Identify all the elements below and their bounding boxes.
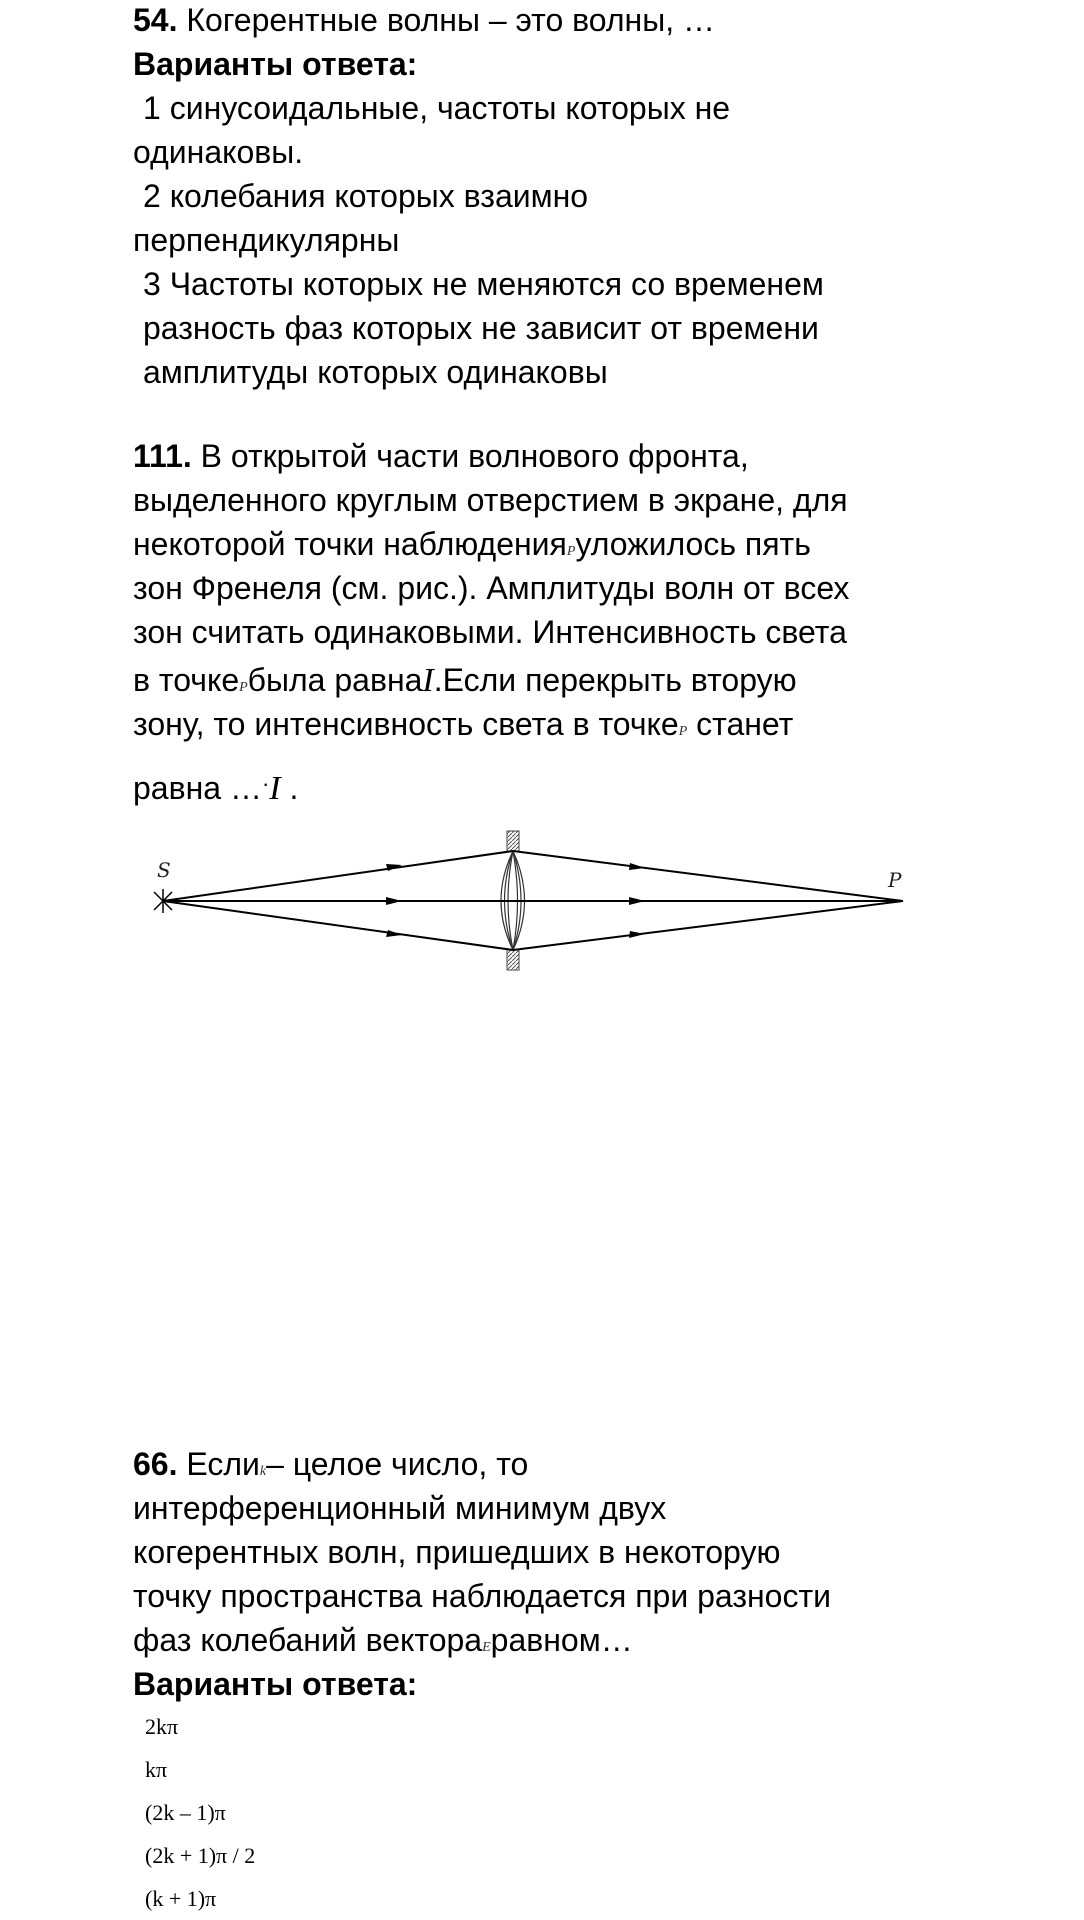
q54-option-1-line1: 1 синусоидальные, частоты которых не <box>143 90 731 126</box>
q111-line5: зон считать одинаковыми. Интенсивность света <box>133 614 847 650</box>
q66-option-4: (2k + 1)π / 2 <box>145 1843 256 1868</box>
q54-option-3-line3: амплитуды которых одинаковы <box>143 354 608 390</box>
var-i: I <box>269 770 281 807</box>
q66-number: 66. <box>133 1446 178 1482</box>
q111-text6b: была равна <box>247 662 423 698</box>
q54-text: Когерентные волны – это волны, … <box>177 2 715 38</box>
q66-line5 <box>133 1620 633 1668</box>
q111-line6 <box>133 660 797 708</box>
q66-text5b: равном… <box>490 1622 633 1658</box>
rays <box>163 851 903 950</box>
q54-answers-heading: Варианты ответа: <box>133 46 418 82</box>
q111-text8a: равна … <box>133 770 262 806</box>
var-k: k <box>259 1464 267 1479</box>
q66-line2: интерференционный минимум двух <box>133 1490 667 1526</box>
q111-line1 <box>133 436 749 476</box>
q54-option-2-line2: перпендикулярны <box>133 222 400 258</box>
var-p: P <box>678 724 688 739</box>
q54-question <box>133 0 715 40</box>
q111-text8b: . <box>280 770 299 806</box>
q111-text7b: станет <box>687 706 794 742</box>
q66-line3: когерентных волн, пришедших в некоторую <box>133 1534 781 1570</box>
q111-line3 <box>133 524 811 572</box>
label-p: P <box>888 868 902 892</box>
q111-text6a: в точке <box>133 662 240 698</box>
q111-line4: зон Френеля (см. рис.). Амплитуды волн от всех <box>133 570 850 606</box>
q66-option-5: (k + 1)π <box>145 1886 217 1911</box>
q66-answers-heading: Варианты ответа: <box>133 1666 418 1702</box>
q66-text1b: – целое число, то <box>266 1446 529 1482</box>
q111-text7a: зону, то интенсивность света в точке <box>133 706 679 742</box>
q111-text3a: некоторой точки наблюдения <box>133 526 567 562</box>
q66-text5a: фаз колебаний вектора <box>133 1622 483 1658</box>
q111-text1: В открытой части волнового фронта, <box>191 438 749 474</box>
label-s: S <box>157 858 171 882</box>
var-e: E <box>482 1640 491 1655</box>
fresnel-diagram <box>140 825 920 985</box>
q54-number: 54. <box>133 2 178 38</box>
q111-line8 <box>133 768 298 812</box>
q66-option-3: (2k – 1)π <box>145 1800 226 1825</box>
q111-number: 111. <box>133 438 192 474</box>
var-p: P <box>239 680 248 695</box>
q66-option-2: kπ <box>145 1757 168 1782</box>
q111-text3b: уложилось пять <box>575 526 811 562</box>
screen-bottom <box>507 950 519 970</box>
q111-line2: выделенного круглым отверстием в экране, для <box>133 482 848 518</box>
q54-option-3-line1: 3 Частоты которых не меняются со временем <box>143 266 824 302</box>
screen-top <box>507 831 519 851</box>
q66-text1a: Если <box>177 1446 260 1482</box>
q54-option-2-line1: 2 колебания которых взаимно <box>143 178 589 214</box>
q54-option-1-line2: одинаковы. <box>133 134 304 170</box>
q54-option-3-line2: разность фаз которых не зависит от времени <box>143 310 819 346</box>
q111-line7 <box>133 704 793 752</box>
q66-line4: точку пространства наблюдается при разности <box>133 1578 831 1614</box>
var-p: P <box>566 544 576 559</box>
q66-option-1: 2kπ <box>145 1714 179 1739</box>
q66-line1 <box>133 1444 528 1492</box>
q111-text6c: .Если перекрыть вторую <box>433 662 797 698</box>
var-i: I <box>422 662 434 699</box>
multiply-dot: · <box>261 771 270 796</box>
